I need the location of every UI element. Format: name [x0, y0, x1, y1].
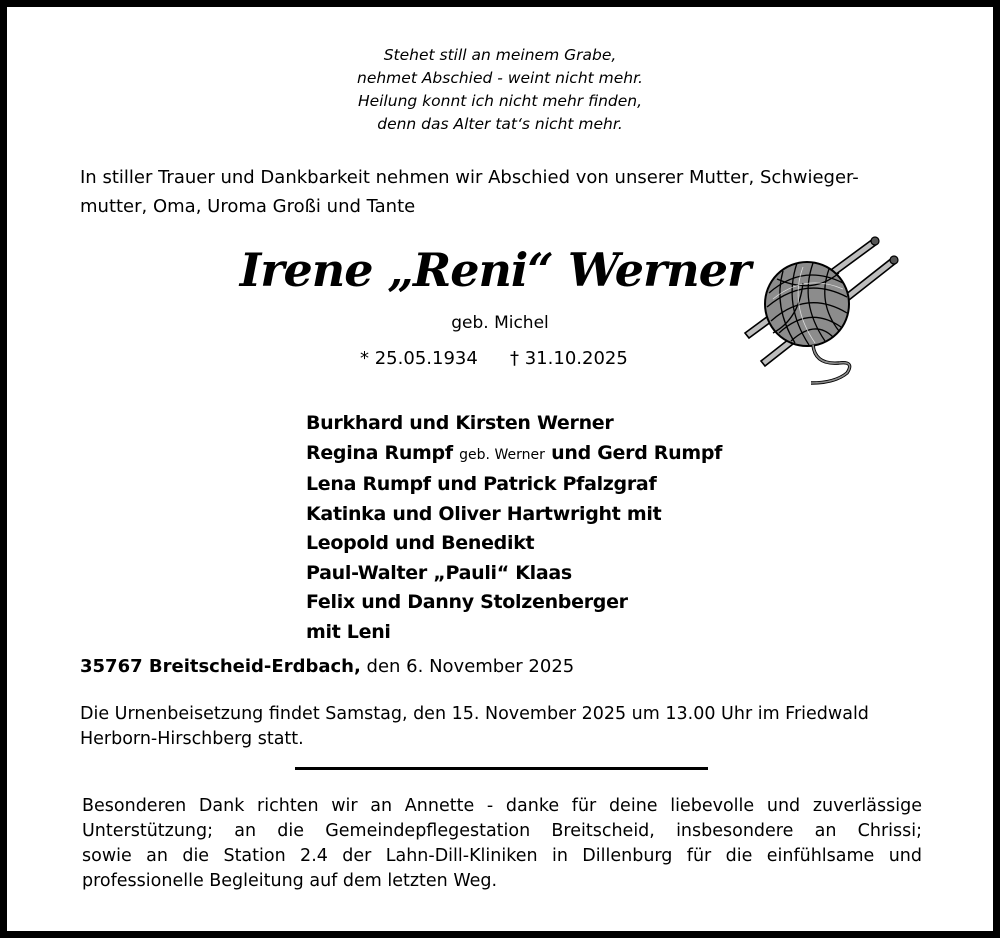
- thanks-line: Unterstützung; an die Gemeindepflegestation Breitscheid, insbesondere an Chrissi;: [82, 821, 922, 841]
- yarn-ball-with-knitting-needles-icon: [743, 223, 903, 393]
- family-line: [306, 439, 906, 471]
- family-line: Leopold und Benedikt: [306, 532, 535, 554]
- family-maiden-note: geb. Werner: [459, 446, 545, 463]
- poem-line: Stehet still an meinem Grabe,: [383, 46, 617, 64]
- family-line: Paul-Walter „Pauli“ Klaas: [306, 561, 572, 584]
- burial-info: [80, 702, 930, 752]
- family-line: mit Leni: [306, 620, 391, 643]
- family-name: Regina Rumpf: [306, 441, 453, 464]
- poem-line: denn das Alter tat‘s nicht mehr.: [377, 115, 623, 133]
- place-date-text: den 6. November 2025: [366, 656, 575, 677]
- intro-line: In stiller Trauer und Dankbarkeit nehmen wir Abschied von unserer Mutter, Schwieger-: [80, 167, 859, 188]
- place-location: 35767 Breitscheid-Erdbach,: [80, 656, 361, 677]
- family-line: Burkhard und Kirsten Werner: [306, 412, 614, 434]
- intro-text: [80, 163, 930, 221]
- thanks-line: sowie an die Station 2.4 der Lahn-Dill-Kliniken in Dillenburg für die einfühlsame und: [82, 846, 922, 866]
- thanks-line: professionelle Begleitung auf dem letzten Weg.: [82, 871, 498, 891]
- thanks-line: Besonderen Dank richten wir an Annette - danke für deine liebevolle und zuverlässige: [82, 796, 922, 816]
- family-line: Felix und Danny Stolzenberger: [306, 591, 628, 613]
- family-line: Katinka und Oliver Hartwright mit: [306, 502, 662, 525]
- deceased-name: Irene „Reni“ Werner: [239, 243, 751, 297]
- family-line: Lena Rumpf und Patrick Pfalzgraf: [306, 473, 657, 495]
- maiden-name: geb. Michel: [451, 313, 549, 333]
- birth-symbol: *: [360, 348, 369, 369]
- burial-line: Die Urnenbeisetzung findet Samstag, den 15. November 2025 um 13.00 Uhr im Friedwald: [80, 704, 869, 724]
- family-name: und Gerd Rumpf: [551, 441, 723, 464]
- death-date: 31.10.2025: [524, 348, 628, 369]
- intro-line: mutter, Oma, Uroma Großi und Tante: [80, 196, 416, 217]
- divider-rule: [295, 767, 708, 770]
- death-date-group: [510, 346, 628, 372]
- family-list: [306, 409, 906, 647]
- thanks-text: [82, 794, 922, 894]
- birth-date-group: [360, 346, 478, 372]
- poem: [0, 44, 1000, 136]
- birth-date: 25.05.1934: [374, 348, 478, 369]
- place-date: [80, 653, 930, 681]
- poem-line: Heilung konnt ich nicht mehr finden,: [357, 92, 643, 110]
- death-symbol: †: [510, 348, 519, 369]
- poem-line: nehmet Abschied - weint nicht mehr.: [357, 69, 643, 87]
- burial-line: Herborn-Hirschberg statt.: [80, 729, 304, 749]
